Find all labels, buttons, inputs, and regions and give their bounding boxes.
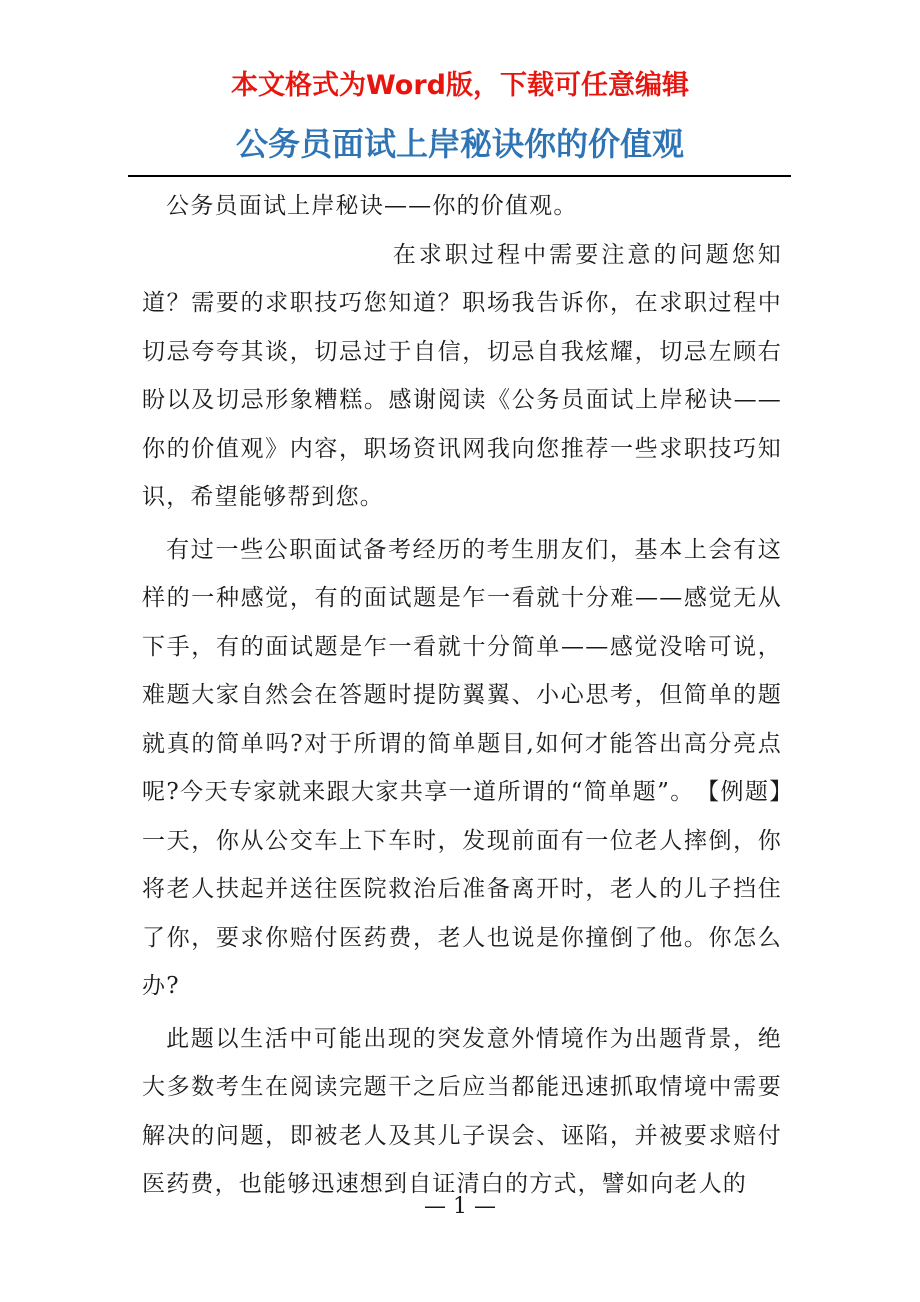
paragraph-analysis: 此题以生活中可能出现的突发意外情境作为出题背景，绝大多数考生在阅读完题干之后应当都能迅速抓取情境中需要解决的问题，即被老人及其儿子误会、诬陷，并被要求赔付医药费，也能够迅速想到自证清白的方式，譬如向老人的 — [142, 1025, 782, 1197]
page-number: — 1 — — [424, 1194, 496, 1219]
format-notice: 本文格式为Word版，下载可任意编辑 — [230, 70, 689, 101]
paragraph-job-tips: 在求职过程中需要注意的问题您知道？需要的求职技巧您知道？职场我告诉你，在求职过程中切忌夸夸其谈，切忌过于自信，切忌自我炫耀，切忌左顾右盼以及切忌形象糟糕。感谢阅读《公务员面试上岸秘诀——你的价值观》内容，职场资讯网我向您推荐一些求职技巧知识，希望能够帮到您。 — [142, 241, 782, 510]
paragraph-example-question: 有过一些公职面试备考经历的考生朋友们，基本上会有这样的一种感觉，有的面试题是乍一看就十分难——感觉无从下手，有的面试题是乍一看就十分简单——感觉没啥可说，难题大家自然会在答题时提防翼翼、小心思考，但简单的题就真的简单吗?对于所谓的简单题目,如何才能答出高分亮点呢?今天专家就来跟大家共享一道所谓的“简单题”。 【例题】一天，你从公交车上下车时，发现前面有一位老人摔倒，你将老人扶起并送往医院救治后准备离开时，老人的儿子挡住了你，要求你赔付医药费，老人也说是你撞倒了他。你怎么办? — [142, 536, 782, 999]
document-title: 公务员面试上岸秘诀你的价值观 — [235, 125, 684, 163]
paragraph-intro: 公务员面试上岸秘诀——你的价值观。 — [166, 193, 578, 219]
document-body — [142, 182, 782, 1209]
title-divider — [128, 175, 791, 177]
